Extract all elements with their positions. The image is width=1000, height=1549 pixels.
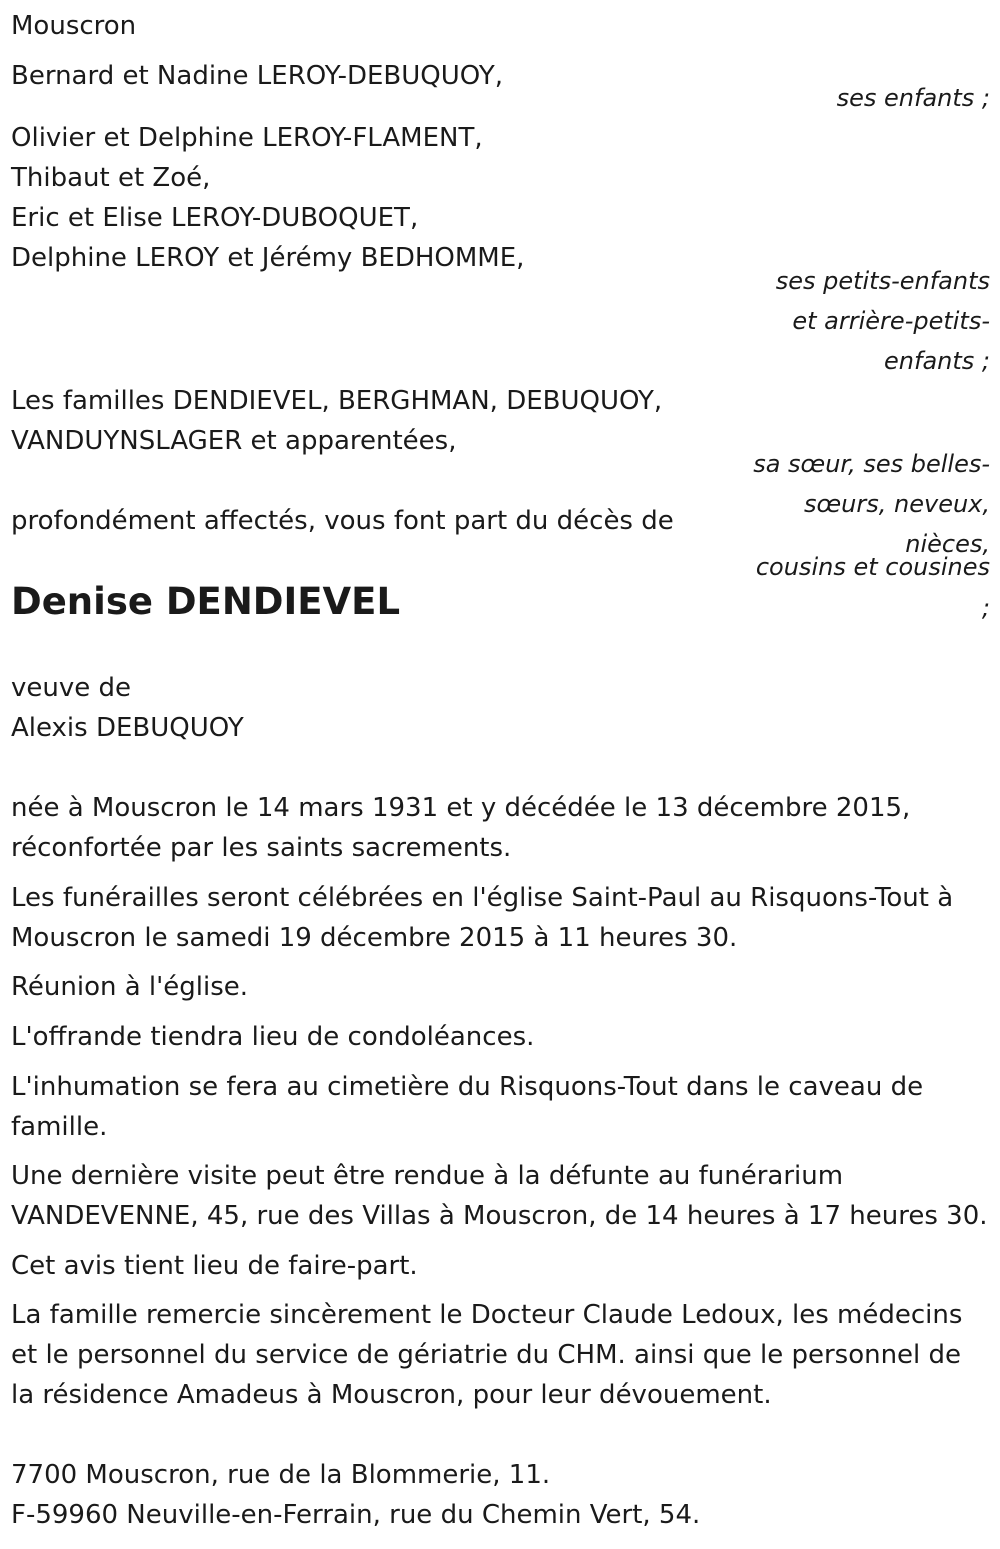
deceased-name: Denise DENDIEVEL: [11, 580, 401, 623]
thanks-line-2: et le personnel du service de gériatrie du CHM. ainsi que le personnel de: [11, 1340, 962, 1370]
burial-line-2: famille.: [11, 1112, 108, 1142]
birth-line-2: réconfortée par les saints sacrements.: [11, 833, 512, 863]
families-line-2: VANDUYNSLAGER et apparentées,: [11, 426, 457, 456]
families-role-line-3: nièces,: [905, 530, 990, 558]
offering-text: L'offrande tiendra lieu de condoléances.: [11, 1022, 535, 1052]
families-line-1: Les familles DENDIEVEL, BERGHMAN, DEBUQUOY,: [11, 386, 663, 416]
address-line-1: 7700 Mouscron, rue de la Blommerie, 11.: [11, 1460, 551, 1490]
address-line-2: F-59960 Neuville-en-Ferrain, rue du Chemin Vert, 54.: [11, 1500, 701, 1530]
families-role-line-4: cousins et cousines: [755, 553, 990, 581]
grandchildren-line-4: Delphine LEROY et Jérémy BEDHOMME,: [11, 243, 525, 273]
grandchildren-line-3: Eric et Elise LEROY-DUBOQUET,: [11, 203, 419, 233]
families-role-line-5: ;: [981, 594, 990, 622]
grandchildren-line-2: Thibaut et Zoé,: [11, 163, 211, 193]
widow-label: veuve de: [11, 673, 132, 703]
thanks-line-3: la résidence Amadeus à Mouscron, pour leur dévouement.: [11, 1380, 772, 1410]
meeting-text: Réunion à l'église.: [11, 972, 249, 1002]
funeral-line-2: Mouscron le samedi 19 décembre 2015 à 11 heures 30.: [11, 923, 738, 953]
children-role: ses enfants ;: [836, 84, 990, 112]
visit-line-2: VANDEVENNE, 45, rue des Villas à Mouscron, de 14 heures à 17 heures 30.: [11, 1201, 988, 1231]
thanks-line-1: La famille remercie sincèrement le Docteur Claude Ledoux, les médecins: [11, 1300, 963, 1330]
visit-line-1: Une dernière visite peut être rendue à la défunte au funérarium: [11, 1161, 844, 1191]
city-heading: Mouscron: [11, 11, 137, 41]
announcement-text: profondément affectés, vous font part du décès de: [11, 506, 674, 536]
spouse-name: Alexis DEBUQUOY: [11, 713, 244, 743]
burial-line-1: L'inhumation se fera au cimetière du Risquons-Tout dans le caveau de: [11, 1072, 924, 1102]
grandchildren-role-line-3: enfants ;: [884, 347, 990, 375]
notice-text: Cet avis tient lieu de faire-part.: [11, 1251, 418, 1281]
funeral-line-1: Les funérailles seront célébrées en l'église Saint-Paul au Risquons-Tout à: [11, 883, 954, 913]
birth-line-1: née à Mouscron le 14 mars 1931 et y décédée le 13 décembre 2015,: [11, 793, 911, 823]
grandchildren-role-line-2: et arrière-petits-: [792, 307, 990, 335]
grandchildren-role-line-1: ses petits-enfants: [775, 267, 990, 295]
grandchildren-line-1: Olivier et Delphine LEROY-FLAMENT,: [11, 123, 483, 153]
families-role-line-1: sa sœur, ses belles-: [753, 450, 990, 478]
children-names: Bernard et Nadine LEROY-DEBUQUOY,: [11, 61, 503, 91]
families-role-line-2: sœurs, neveux,: [804, 490, 990, 518]
